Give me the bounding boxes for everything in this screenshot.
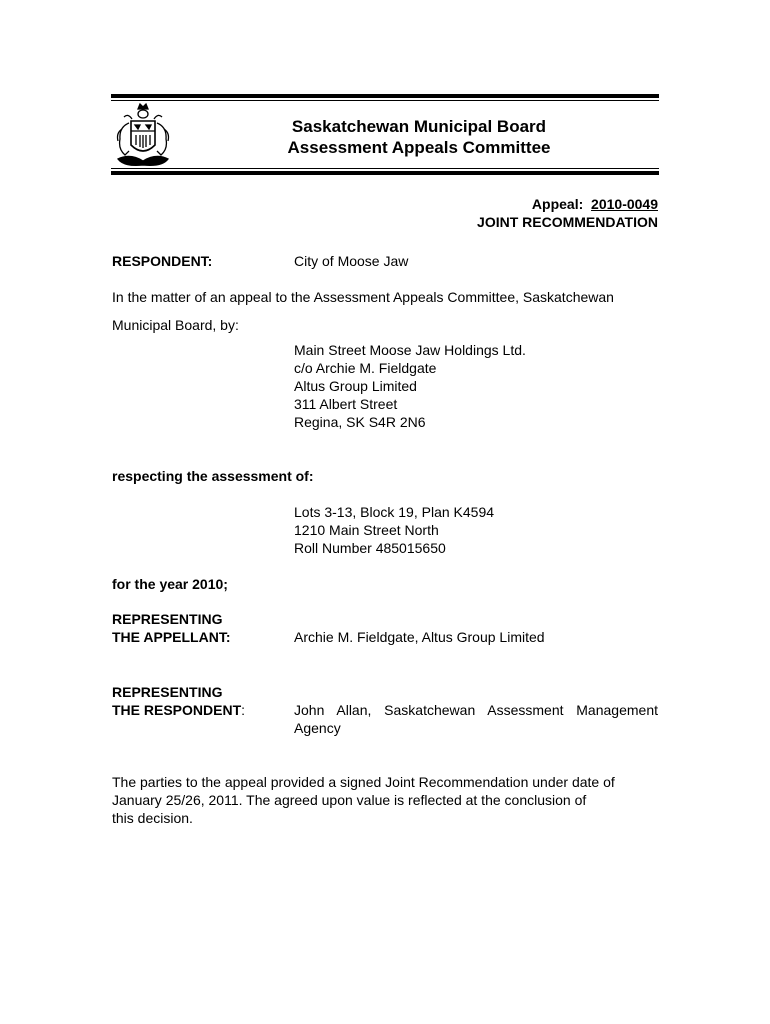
header-bottom-rule-thick bbox=[111, 171, 659, 175]
header-top-rule-thick bbox=[111, 94, 659, 98]
address-line: Regina, SK S4R 2N6 bbox=[294, 414, 426, 430]
appeal-number-line bbox=[532, 196, 658, 212]
closing-line-3: this decision. bbox=[112, 810, 193, 826]
joint-recommendation-label: JOINT RECOMMENDATION bbox=[477, 214, 658, 230]
rep-respondent-label-2-line bbox=[112, 701, 245, 719]
property-line: Lots 3-13, Block 19, Plan K4594 bbox=[294, 504, 495, 520]
appellant-address bbox=[294, 341, 526, 431]
rep-respondent-value-2: Agency bbox=[294, 720, 341, 736]
assessment-heading: respecting the assessment of: bbox=[112, 468, 314, 484]
matter-line-1: In the matter of an appeal to the Assessment Appeals Committee, Saskatchewan bbox=[112, 289, 614, 305]
address-line: Altus Group Limited bbox=[294, 378, 417, 394]
address-line: 311 Albert Street bbox=[294, 396, 398, 412]
address-line: c/o Archie M. Fieldgate bbox=[294, 360, 437, 376]
rep-respondent-value-1: John Allan, Saskatchewan Assessment Management bbox=[294, 702, 658, 718]
coat-of-arms-icon bbox=[112, 101, 174, 173]
respondent-value: City of Moose Jaw bbox=[294, 253, 409, 269]
rep-appellant-label-1: REPRESENTING bbox=[112, 611, 223, 627]
assessment-year: for the year 2010; bbox=[112, 576, 228, 592]
property-line: Roll Number 485015650 bbox=[294, 540, 446, 556]
rep-appellant-value: Archie M. Fieldgate, Altus Group Limited bbox=[294, 629, 545, 645]
committee-title: Assessment Appeals Committee bbox=[287, 138, 551, 157]
respondent-label: RESPONDENT: bbox=[112, 253, 213, 269]
appeal-label: Appeal: bbox=[531, 196, 584, 212]
matter-line-2: Municipal Board, by: bbox=[112, 317, 239, 333]
closing-line-1: The parties to the appeal provided a signed Joint Recommendation under date of bbox=[112, 774, 615, 790]
rep-respondent-label-1: REPRESENTING bbox=[112, 684, 223, 700]
header-top-rule-thin bbox=[111, 100, 659, 101]
rep-respondent-colon: : bbox=[241, 702, 246, 718]
rep-respondent-label-2: THE RESPONDENT bbox=[112, 702, 242, 718]
address-line: Main Street Moose Jaw Holdings Ltd. bbox=[294, 342, 526, 358]
appeal-number: 2010-0049 bbox=[591, 196, 658, 212]
closing-line-2: January 25/26, 2011. The agreed upon value is reflected at the conclusion of bbox=[112, 792, 587, 808]
property-description bbox=[294, 503, 494, 557]
board-title: Saskatchewan Municipal Board bbox=[291, 117, 547, 136]
header-bottom-rule-thin bbox=[111, 168, 659, 169]
rep-appellant-label-2: THE APPELLANT: bbox=[112, 629, 231, 645]
property-line: 1210 Main Street North bbox=[294, 522, 439, 538]
